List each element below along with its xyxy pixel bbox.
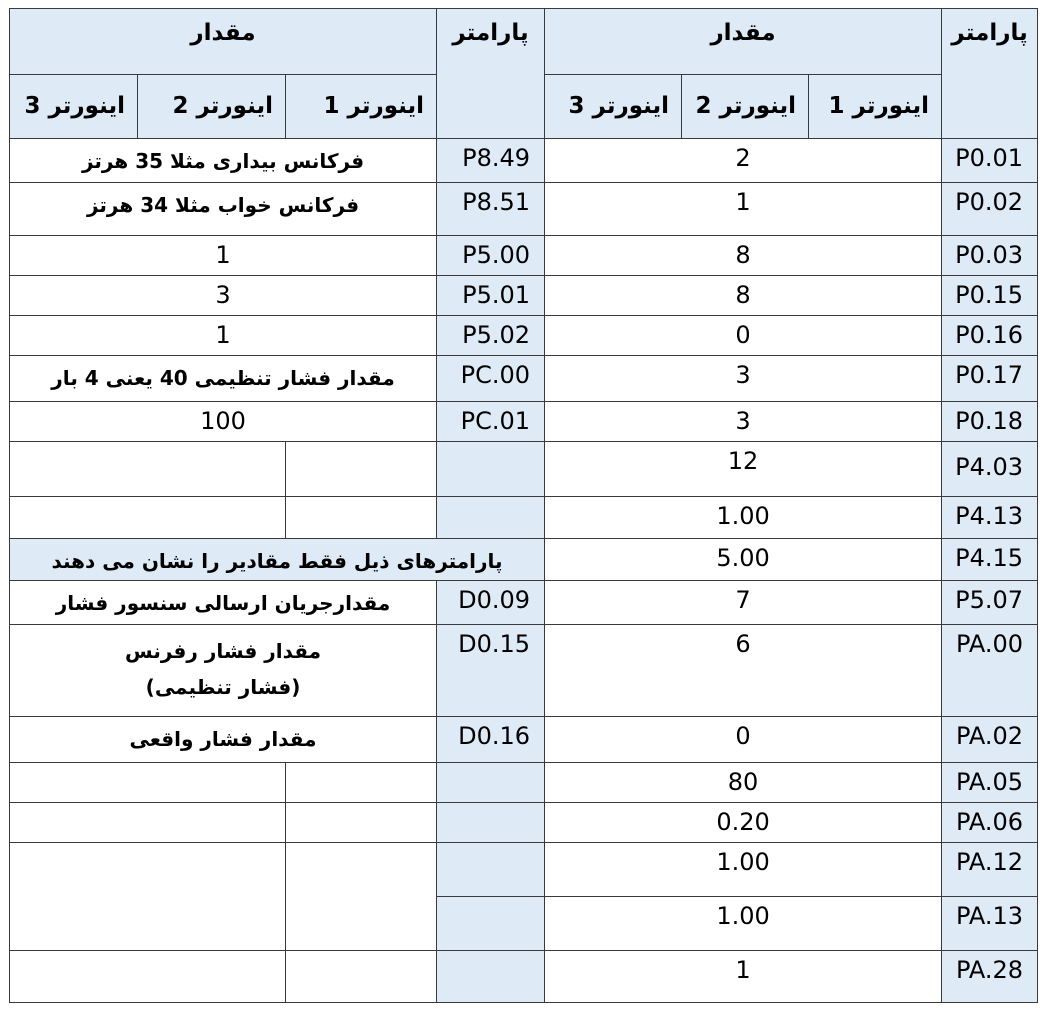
empty-cell	[286, 843, 437, 951]
left-value: مقدار فشار واقعی	[10, 717, 437, 763]
right-code: PA.02	[942, 717, 1038, 763]
left-code: D0.15	[437, 625, 545, 717]
inverter-2-header-left: اینورتر 2	[138, 75, 286, 139]
left-code: P5.02	[437, 316, 545, 356]
empty-cell	[286, 803, 437, 843]
right-value: 1.00	[545, 497, 942, 539]
table-row	[10, 356, 1038, 402]
right-value: 8	[545, 276, 942, 316]
right-value: 6	[545, 625, 942, 717]
right-value: 7	[545, 581, 942, 625]
left-value: 3	[10, 276, 437, 316]
left-code: PC.01	[437, 402, 545, 442]
empty-code-cell	[437, 843, 545, 897]
left-code: D0.16	[437, 717, 545, 763]
parameter-table	[9, 8, 1038, 1003]
left-code: P5.00	[437, 236, 545, 276]
table-row	[10, 763, 1038, 803]
right-code: PA.05	[942, 763, 1038, 803]
inverter-2-header-right: اینورتر 2	[682, 75, 809, 139]
right-code: P0.02	[942, 183, 1038, 236]
inverter-3-header-left: اینورتر 3	[10, 75, 138, 139]
left-value: 1	[10, 316, 437, 356]
left-value: مقدارجریان ارسالی سنسور فشار	[10, 581, 437, 625]
right-code: P0.01	[942, 139, 1038, 183]
table-row	[10, 717, 1038, 763]
table-row	[10, 139, 1038, 183]
empty-cell	[286, 763, 437, 803]
left-code: D0.09	[437, 581, 545, 625]
table-row	[10, 183, 1038, 236]
left-value: 1	[10, 236, 437, 276]
empty-cell	[10, 497, 286, 539]
empty-cell	[286, 497, 437, 539]
right-code: P4.13	[942, 497, 1038, 539]
right-code: PA.28	[942, 951, 1038, 1003]
empty-cell	[10, 843, 286, 951]
table-row	[10, 951, 1038, 1003]
left-code: P5.01	[437, 276, 545, 316]
empty-code-cell	[437, 763, 545, 803]
empty-code-cell	[437, 951, 545, 1003]
left-code: P8.51	[437, 183, 545, 236]
right-value: 5.00	[545, 539, 942, 581]
right-value: 0	[545, 316, 942, 356]
param-header-right: پارامتر	[942, 9, 1038, 139]
param-header-left: پارامتر	[437, 9, 545, 139]
right-code: PA.12	[942, 843, 1038, 897]
right-value: 0.20	[545, 803, 942, 843]
empty-code-cell	[437, 897, 545, 951]
inverter-1-header-left: اینورتر 1	[286, 75, 437, 139]
left-value: فرکانس بیداری مثلا 35 هرتز	[10, 139, 437, 183]
left-code: PC.00	[437, 356, 545, 402]
display-params-note: پارامترهای ذیل فقط مقادیر را نشان می دهند	[10, 539, 545, 581]
inverter-1-header-right: اینورتر 1	[809, 75, 942, 139]
right-code: P0.03	[942, 236, 1038, 276]
right-value: 0	[545, 717, 942, 763]
left-value: 100	[10, 402, 437, 442]
right-value: 80	[545, 763, 942, 803]
right-code: P0.16	[942, 316, 1038, 356]
table-row	[10, 581, 1038, 625]
right-value: 1	[545, 183, 942, 236]
table-row	[10, 236, 1038, 276]
empty-code-cell	[437, 803, 545, 843]
right-value: 1	[545, 951, 942, 1003]
right-value: 1.00	[545, 843, 942, 897]
left-value: مقدار فشار تنظیمی 40 یعنی 4 بار	[10, 356, 437, 402]
right-code: P0.15	[942, 276, 1038, 316]
left-value-line-2: (فشار تنظیمی)	[145, 675, 301, 699]
right-code: P0.17	[942, 356, 1038, 402]
empty-cell	[10, 763, 286, 803]
table-row	[10, 497, 1038, 539]
table-row	[10, 442, 1038, 497]
right-code: PA.06	[942, 803, 1038, 843]
right-value: 8	[545, 236, 942, 276]
empty-cell	[286, 951, 437, 1003]
right-code: P4.03	[942, 442, 1038, 497]
right-value: 12	[545, 442, 942, 497]
left-code: P8.49	[437, 139, 545, 183]
right-value: 3	[545, 356, 942, 402]
table-row	[10, 843, 1038, 897]
empty-cell	[10, 442, 286, 497]
right-code: P0.18	[942, 402, 1038, 442]
right-code: P4.15	[942, 539, 1038, 581]
value-header-left: مقدار	[10, 9, 437, 75]
left-value-line-1: مقدار فشار رفرنس	[125, 639, 321, 663]
table-row	[10, 402, 1038, 442]
table-row	[10, 539, 1038, 581]
empty-cell	[286, 442, 437, 497]
value-header-right: مقدار	[545, 9, 942, 75]
inverter-3-header-right: اینورتر 3	[545, 75, 682, 139]
right-value: 1.00	[545, 897, 942, 951]
table-row	[10, 803, 1038, 843]
left-value: فرکانس خواب مثلا 34 هرتز	[10, 183, 437, 236]
table-row	[10, 625, 1038, 717]
empty-cell	[10, 803, 286, 843]
right-code: PA.13	[942, 897, 1038, 951]
table-row	[10, 276, 1038, 316]
empty-code-cell	[437, 442, 545, 497]
right-value: 3	[545, 402, 942, 442]
empty-code-cell	[437, 497, 545, 539]
right-value: 2	[545, 139, 942, 183]
left-value	[10, 625, 437, 717]
right-code: P5.07	[942, 581, 1038, 625]
table-row	[10, 316, 1038, 356]
empty-cell	[10, 951, 286, 1003]
right-code: PA.00	[942, 625, 1038, 717]
